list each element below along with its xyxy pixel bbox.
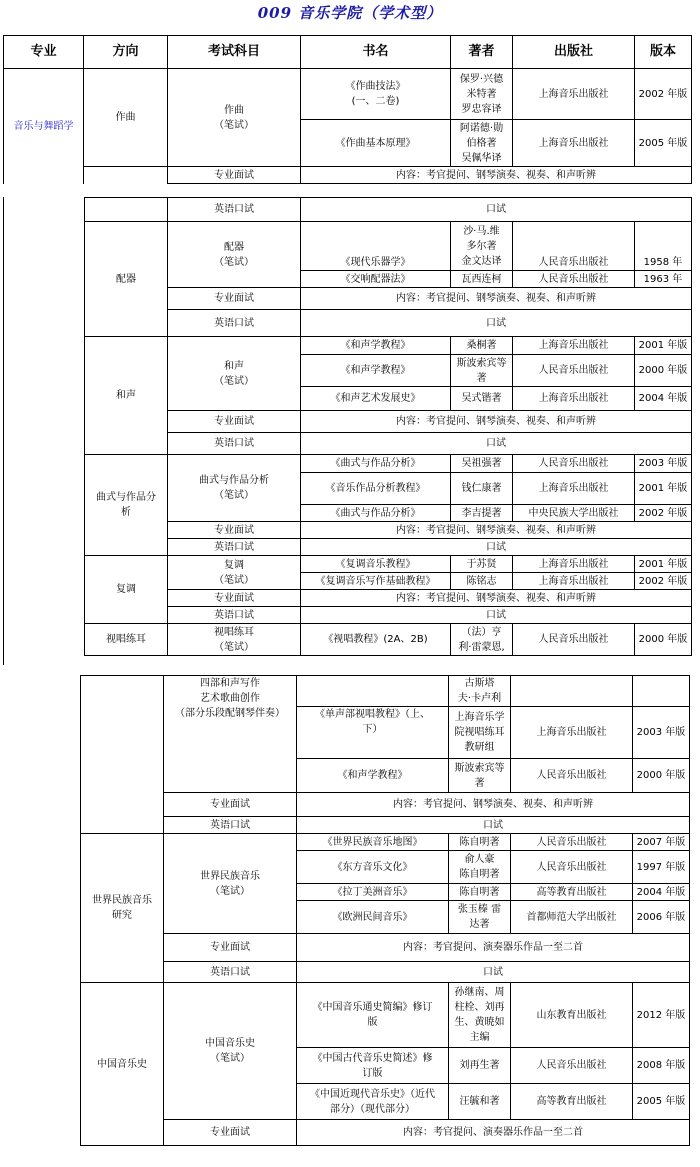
oral-content: 口试 [297, 962, 690, 983]
book-author: 李吉提著 [451, 505, 513, 522]
table-row [81, 817, 690, 834]
book-edition: 2004 年版 [633, 884, 690, 901]
book-publisher: 人民音乐出版社 [511, 834, 633, 851]
book-author: 沙·马.维 多尔著 金文达译 [451, 222, 513, 271]
book-title: 《复调音乐教程》 [301, 556, 451, 573]
book-author: 张玉榛 雷 达著 [449, 901, 511, 934]
interview-content: 内容：考官提问、钢琴演奏、视奏、和声听辨 [297, 793, 690, 817]
book-title: 《和声学教程》 [301, 355, 451, 387]
table-row [85, 590, 692, 607]
book-title: 《作曲基本原理》 [301, 120, 451, 167]
table-row [85, 607, 692, 624]
table-row [85, 455, 692, 473]
book-title: 《和声学教程》 [301, 337, 451, 355]
book-publisher: 高等教育出版社 [511, 1084, 633, 1120]
book-publisher: 上海音乐出版社 [513, 69, 635, 120]
table-row [81, 934, 690, 962]
table-row [85, 337, 692, 355]
interview-label: 专业面试 [164, 1120, 297, 1146]
book-title: 《音乐作品分析教程》 [301, 473, 451, 505]
book-author: 汪毓和著 [449, 1084, 511, 1120]
table-row [81, 793, 690, 817]
book-author: 瓦西连柯 [451, 271, 513, 288]
subject-cell: 作曲 （笔试） [168, 69, 301, 167]
admission-table-page1 [3, 35, 692, 184]
oral-label: 英语口试 [168, 539, 301, 556]
book-title: 《作曲技法》 (一、二卷) [301, 69, 451, 120]
book-title: 《中国音乐通史简编》修订 版 [297, 983, 449, 1048]
interview-content: 内容：考官提问、演奏器乐作品一至二首 [297, 934, 690, 962]
table-row [85, 288, 692, 310]
book-author: 斯波索宾等 著 [451, 355, 513, 387]
oral-label: 英语口试 [168, 433, 301, 455]
direction-cell: 配器 [85, 222, 168, 337]
table-row [85, 539, 692, 556]
page-title: 009 音乐学院（学术型） [257, 4, 443, 22]
book-title: 《现代乐器学》 [301, 222, 451, 271]
table-row [85, 198, 692, 222]
book-author: 吴祖强著 [451, 455, 513, 473]
interview-label: 专业面试 [168, 522, 301, 539]
oral-label: 英语口试 [164, 817, 297, 834]
interview-label: 专业面试 [168, 590, 301, 607]
oral-label: 英语口试 [164, 962, 297, 983]
header-subject: 考试科目 [168, 36, 301, 69]
interview-label: 专业面试 [168, 288, 301, 310]
interview-content: 内容：考官提问、钢琴演奏、视奏、和声听辨 [301, 411, 692, 433]
header-edition: 版本 [635, 36, 692, 69]
direction-cell: 曲式与作品分 析 [85, 455, 168, 556]
interview-label: 专业面试 [164, 934, 297, 962]
book-publisher: 人民音乐出版社 [513, 222, 635, 271]
table-row [85, 522, 692, 539]
book-publisher: 人民音乐出版社 [513, 355, 635, 387]
oral-content: 口试 [297, 817, 690, 834]
book-author: 陈自明著 [449, 884, 511, 901]
oral-content: 口试 [301, 433, 692, 455]
book-author: 于苏贤 [451, 556, 513, 573]
book-title: 《和声艺术发展史》 [301, 387, 451, 411]
oral-label: 英语口试 [168, 198, 301, 222]
oral-content: 口试 [301, 539, 692, 556]
table-row [85, 222, 692, 271]
book-edition: 1958 年 [635, 222, 692, 271]
book-title: 《欧洲民间音乐》 [297, 901, 449, 934]
book-author: 阿诺德·勋 伯格著 吴佩华译 [451, 120, 513, 167]
book-publisher: 高等教育出版社 [511, 884, 633, 901]
interview-content: 内容：考官提问、钢琴演奏、视奏、和声听辨 [301, 288, 692, 310]
table-row [81, 676, 690, 707]
book-author: 桑桐著 [451, 337, 513, 355]
book-publisher: 上海音乐出版社 [513, 473, 635, 505]
book-title: 《交响配器法》 [301, 271, 451, 288]
table-row [85, 624, 692, 656]
interview-content: 内容：考官提问、演奏器乐作品一至二首 [297, 1120, 690, 1146]
book-edition: 1963 年 [635, 271, 692, 288]
book-publisher: 人民音乐出版社 [513, 271, 635, 288]
header-major: 专业 [4, 36, 84, 69]
direction-cell: 作曲 [84, 69, 168, 167]
book-publisher: 人民音乐出版社 [513, 624, 635, 656]
table-row [81, 962, 690, 983]
table-row [81, 983, 690, 1048]
direction-cell: 中国音乐史 [81, 983, 164, 1146]
book-publisher: 人民音乐出版社 [511, 759, 633, 793]
book-edition: 2002 年版 [635, 69, 692, 120]
book-publisher: 人民音乐出版社 [513, 455, 635, 473]
book-publisher: 上海音乐出版社 [513, 120, 635, 167]
subject-cell: 配器 （笔试） [168, 222, 301, 288]
book-edition: 2003 年版 [635, 455, 692, 473]
table-row [4, 167, 692, 184]
table-row [81, 834, 690, 851]
book-publisher: 上海音乐出版社 [513, 337, 635, 355]
book-edition: 2005 年版 [635, 120, 692, 167]
book-author: （法）亨 利·雷蒙恩, [451, 624, 513, 656]
book-title: 《单声部视唱教程》（上、 下） [297, 707, 449, 759]
oral-label: 英语口试 [168, 310, 301, 337]
subject-cell: 世界民族音乐 （笔试） [164, 834, 297, 934]
table-header-row [4, 36, 692, 69]
table-row [81, 1120, 690, 1146]
book-edition: 1997 年版 [633, 851, 690, 884]
direction-cell: 和声 [85, 337, 168, 455]
admission-table-page3 [80, 675, 690, 1146]
book-edition: 2000 年版 [635, 355, 692, 387]
book-author: 上海音乐学 院视唱练耳 教研组 [449, 707, 511, 759]
book-author: 古斯塔 夫·卡卢利 [449, 676, 511, 707]
table-row [85, 411, 692, 433]
subject-cell: 曲式与作品分析 （笔试） [168, 455, 301, 522]
subject-cell: 复调 （笔试） [168, 556, 301, 590]
book-edition: 2005 年版 [633, 1084, 690, 1120]
major-cell: 音乐与舞蹈学 [4, 69, 84, 184]
book-author: 陈铭志 [451, 573, 513, 590]
header-book: 书名 [301, 36, 451, 69]
table-row [4, 69, 692, 120]
book-edition: 2007 年版 [633, 834, 690, 851]
book-author: 钱仁康著 [451, 473, 513, 505]
interview-content: 内容：考官提问、钢琴演奏、视奏、和声听辨 [301, 167, 692, 184]
book-edition: 2006 年版 [633, 901, 690, 934]
book-edition: 2002 年版 [635, 505, 692, 522]
interview-label: 专业面试 [164, 793, 297, 817]
book-edition: 2003 年版 [633, 707, 690, 759]
direction-cell: 视唱练耳 [85, 624, 168, 656]
table-row [85, 556, 692, 573]
book-publisher: 首都师范大学出版社 [511, 901, 633, 934]
interview-content: 内容：考官提问、钢琴演奏、视奏、和声听辨 [301, 590, 692, 607]
subject-cell: 视唱练耳 （笔试） [168, 624, 301, 656]
book-publisher: 上海音乐出版社 [513, 573, 635, 590]
interview-content: 内容：考官提问、钢琴演奏、视奏、和声听辨 [301, 522, 692, 539]
subject-cell: 和声 （笔试） [168, 337, 301, 411]
header-author: 著者 [451, 36, 513, 69]
book-publisher: 上海音乐出版社 [513, 387, 635, 411]
header-direction: 方向 [84, 36, 168, 69]
book-title: 《拉丁美洲音乐》 [297, 884, 449, 901]
book-edition: 2001 年版 [635, 473, 692, 505]
oral-content: 口试 [301, 198, 692, 222]
book-author: 吴式锴著 [451, 387, 513, 411]
book-title: 《中国古代音乐史简述》修 订版 [297, 1048, 449, 1084]
book-title: 《世界民族音乐地图》 [297, 834, 449, 851]
direction-cell: 世界民族音乐 研究 [81, 834, 164, 983]
book-title: 《视唱教程》(2A、2B) [301, 624, 451, 656]
book-title: 《中国近现代音乐史》（近代 部分）（现代部分） [297, 1084, 449, 1120]
book-publisher: 上海音乐出版社 [511, 707, 633, 759]
book-edition: 2002 年版 [635, 573, 692, 590]
book-title: 《和声学教程》 [297, 759, 449, 793]
book-publisher: 山东教育出版社 [511, 983, 633, 1048]
book-publisher: 中央民族大学出版社 [513, 505, 635, 522]
table-row [85, 433, 692, 455]
book-title: 《曲式与作品分析》 [301, 505, 451, 522]
book-author: 斯波索宾等 著 [449, 759, 511, 793]
book-publisher: 人民音乐出版社 [511, 851, 633, 884]
book-edition: 2000 年版 [633, 759, 690, 793]
book-edition: 2004 年版 [635, 387, 692, 411]
page-edge-line [3, 197, 4, 665]
book-title: 《复调音乐写作基础教程》 [301, 573, 451, 590]
table-row [85, 310, 692, 337]
interview-label: 专业面试 [168, 411, 301, 433]
direction-cell: 复调 [85, 556, 168, 624]
book-edition: 2008 年版 [633, 1048, 690, 1084]
subject-cell: 四部和声写作 艺术歌曲创作 （部分乐段配钢琴伴奏） [164, 676, 297, 793]
book-edition: 2001 年版 [635, 556, 692, 573]
book-publisher: 上海音乐出版社 [513, 556, 635, 573]
book-title: 《曲式与作品分析》 [301, 455, 451, 473]
book-author: 保罗·兴德 米特著 罗忠容译 [451, 69, 513, 120]
interview-label: 专业面试 [168, 167, 301, 184]
subject-cell: 中国音乐史 （笔试） [164, 983, 297, 1120]
book-edition: 2012 年版 [633, 983, 690, 1048]
admission-table-page2 [84, 197, 692, 656]
header-publisher: 出版社 [513, 36, 635, 69]
book-edition: 2001 年版 [635, 337, 692, 355]
book-title: 《东方音乐文化》 [297, 851, 449, 884]
oral-label: 英语口试 [168, 607, 301, 624]
book-edition: 2000 年版 [635, 624, 692, 656]
book-author: 孙继南、周 柱栓、刘再 生、黄暁如 主编 [449, 983, 511, 1048]
book-author: 俞人豪 陈自明著 [449, 851, 511, 884]
book-author: 陈自明著 [449, 834, 511, 851]
book-publisher: 人民音乐出版社 [511, 1048, 633, 1084]
oral-content: 口试 [301, 310, 692, 337]
book-author: 刘再生著 [449, 1048, 511, 1084]
oral-content: 口试 [301, 607, 692, 624]
